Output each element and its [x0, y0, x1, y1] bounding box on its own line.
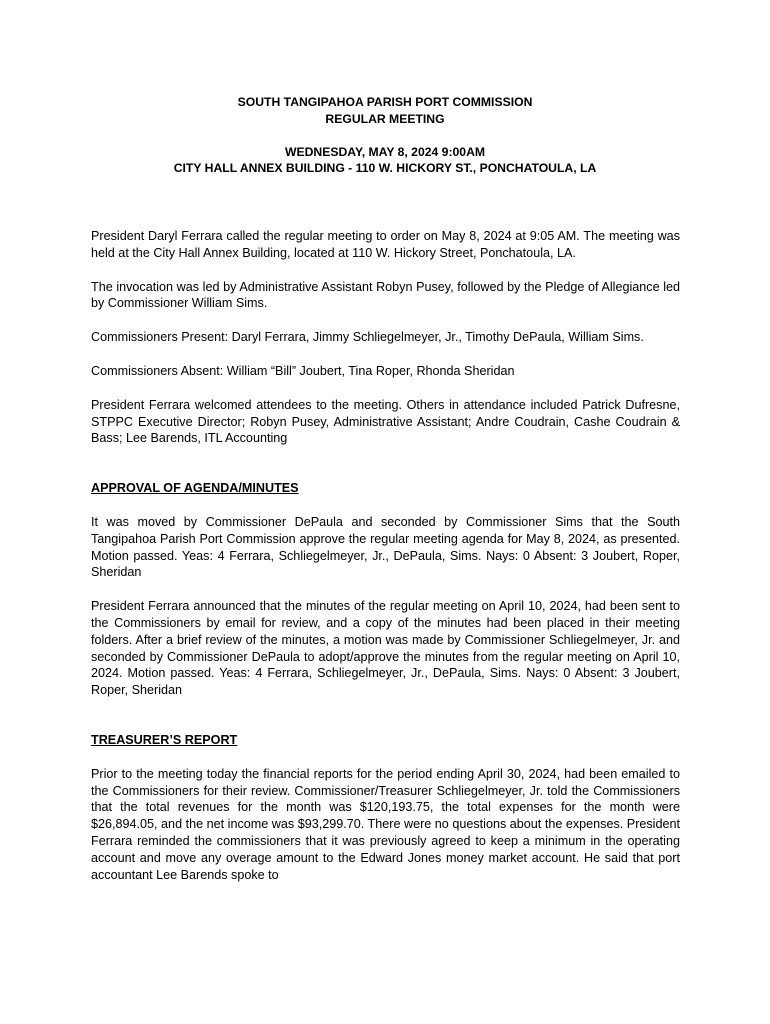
treasurer-section-title: TREASURER’S REPORT — [91, 732, 238, 747]
meeting-location: CITY HALL ANNEX BUILDING - 110 W. HICKORY ST., PONCHATOULA, LA — [173, 161, 597, 175]
commissioners-absent-paragraph: Commissioners Absent: William “Bill” Joubert, Tina Roper, Rhonda Sheridan — [91, 363, 515, 378]
header-spacer — [0, 127, 770, 144]
meeting-type: REGULAR MEETING — [325, 111, 445, 126]
treasurer-report-paragraph: Prior to the meeting today the financial reports for the period ending April 30, 2024, had been emailed to the Commissioners for their review. Commissioner/Treasurer Schliegelmeyer, Jr. told the Commissioners that the total revenues for the month was $120,193.75, the total expenses for the month were $26,894.05, and the net income was $93,299.70. There were no questions about the expenses. President Ferrara reminded the commissioners that it was previously agreed to keep a minimum in the operating account and move any overage amount to the Edward Jones money market account. He said that port accountant Lee Barends spoke to — [91, 766, 680, 882]
document-header — [0, 94, 770, 177]
meeting-date-time: WEDNESDAY, MAY 8, 2024 9:00AM — [284, 144, 486, 159]
commission-name: SOUTH TANGIPAHOA PARISH PORT COMMISSION — [237, 95, 533, 109]
approval-section-title: APPROVAL OF AGENDA/MINUTES — [91, 481, 299, 496]
document-body — [91, 228, 680, 900]
agenda-approval-paragraph: It was moved by Commissioner DePaula and seconded by Commissioner Sims that the South Tangipahoa Parish Port Commission approve the regular meeting agenda for May 8, 2024, as presented. Motion passed. Yeas: 4 Ferrara, Schliegelmeyer, Jr., DePaula, Sims. Nays: 0 Absent: 3 Joubert, Roper, Sheridan — [91, 514, 680, 580]
call-to-order-paragraph: President Daryl Ferrara called the regular meeting to order on May 8, 2024 at 9:05 AM. The meeting was held at the City Hall Annex Building, located at 110 W. Hickory Street, Ponchatoula, LA. — [91, 229, 680, 260]
invocation-paragraph: The invocation was led by Administrative Assistant Robyn Pusey, followed by the Pledge of Allegiance led by Commissioner William Sims. — [91, 279, 680, 311]
attendees-paragraph: President Ferrara welcomed attendees to the meeting. Others in attendance included Patrick Dufresne, STPPC Executive Director; Robyn Pusey, Administrative Assistant; Andre Coudrain, Cashe Coudrain & Bass; Lee Barends, ITL Accounting — [91, 397, 680, 446]
minutes-approval-paragraph: President Ferrara announced that the minutes of the regular meeting on April 10, 2024, had been sent to the Commissioners by email for review, and a copy of the minutes had been placed in their meeting folders. After a brief review of the minutes, a motion was made by Commissioner Schliegelmeyer, Jr. and seconded by Commissioner DePaula to adopt/approve the minutes from the regular meeting on April 10, 2024. Motion passed. Yeas: 4 Ferrara, Schliegelmeyer, Jr., DePaula, Sims. Nays: 0 Absent: 3 Joubert, Roper, Sheridan — [91, 599, 680, 698]
commissioners-present-paragraph: Commissioners Present: Daryl Ferrara, Jimmy Schliegelmeyer, Jr., Timothy DePaula, William Sims. — [91, 330, 644, 345]
